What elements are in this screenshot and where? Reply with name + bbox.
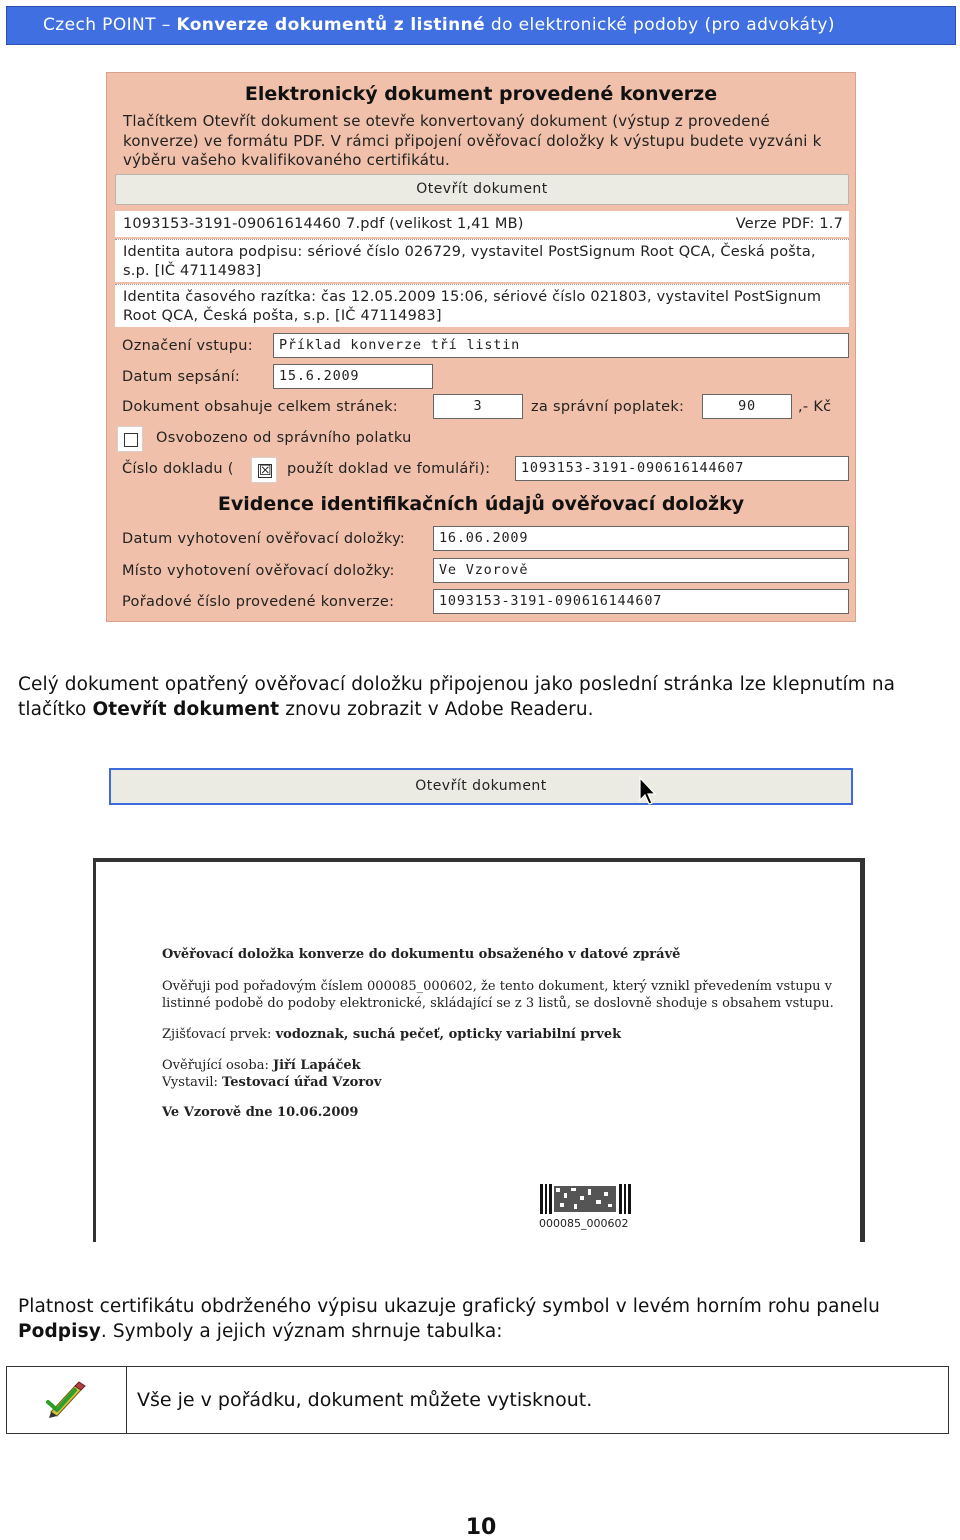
clause-date-label: Datum vyhotovení ověřovací doložky: — [122, 531, 406, 547]
issuer-label: Vystavil: — [162, 1075, 218, 1090]
header-title-bold: Konverze dokumentů z listinné — [176, 15, 486, 35]
paragraph1-text-a: Celý dokument opatřený ověřovací doložku připojenou jako poslední stránka lze klepnutím na tlačítko — [18, 674, 896, 720]
security-label: Zjišťovací prvek: — [162, 1027, 272, 1042]
date-label: Datum sepsání: — [122, 369, 241, 385]
date-field[interactable]: 15.6.2009 — [273, 364, 433, 389]
paragraph1-text-b: znovu zobrazit v Adobe Readeru. — [285, 699, 594, 720]
signature-valid-icon — [45, 1380, 89, 1420]
symbol-cell — [7, 1367, 127, 1433]
open-document-button-2[interactable]: Otevřít dokument — [109, 768, 853, 805]
exempt-label: Osvobozeno od správního polatku — [156, 430, 412, 446]
input-label: Označení vstupu: — [122, 338, 253, 354]
symbol-table — [6, 1366, 949, 1434]
pdf-version: Verze PDF: 1.7 — [735, 216, 843, 232]
file-info: 1093153-3191-09061614460 7.pdf (velikost 1,41 MB) — [123, 216, 524, 232]
conversion-form-panel — [106, 72, 856, 622]
mouse-cursor-icon — [638, 776, 658, 806]
barcode-number: 000085_000602 — [539, 1217, 629, 1230]
evidence-title: Evidence identifikačních údajů ověřovací doložky — [217, 493, 745, 515]
fee-unit: ,- Kč — [798, 399, 832, 415]
file-info-row — [115, 211, 849, 237]
clause-place-label: Místo vyhotovení ověřovací doložky: — [122, 563, 395, 579]
exempt-checkbox[interactable] — [117, 426, 143, 452]
clause-line1: Ověřuji pod pořadovým číslem 000085_000602, že tento dokument, který vznikl převedením vstupu v — [162, 979, 832, 994]
clause-date-field[interactable]: 16.06.2009 — [433, 526, 849, 551]
paragraph1-bold: Otevřít dokument — [92, 699, 280, 720]
open-document-button[interactable]: Otevřít dokument — [115, 174, 849, 205]
order-label: Pořadové číslo provedené konverze: — [122, 594, 395, 610]
page-number: 10 — [465, 1515, 497, 1540]
receipt-number-field[interactable]: 1093153-3191-090616144607 — [515, 456, 849, 481]
use-receipt-checkbox[interactable]: ☒ — [251, 457, 277, 483]
place-date: Ve Vzorově dne 10.06.2009 — [162, 1105, 359, 1120]
receipt-check-label: použít doklad ve fomuláři): — [287, 461, 491, 477]
paragraph2-bold: Podpisy — [18, 1321, 101, 1342]
header-title-rest: do elektronické podoby (pro advokáty) — [490, 15, 835, 35]
form-description: Tlačítkem Otevřít dokument se otevře konvertovaný dokument (výstup z provedené konverze) ve formátu PDF. V rámci připojení ověřovací doložky k výstupu budete vyzváni k výběru vašeho kvalifikovaného certifikátu. — [123, 112, 822, 169]
pages-label: Dokument obsahuje celkem stránek: — [122, 399, 398, 415]
clause-heading: Ověřovací doložka konverze do dokumentu obsaženého v datové zprávě — [162, 947, 681, 962]
receipt-label: Číslo dokladu ( — [122, 461, 234, 477]
clause-place-field[interactable]: Ve Vzorově — [433, 558, 849, 583]
input-designation-field[interactable]: Příklad konverze tří listin — [273, 333, 849, 358]
fee-field[interactable]: 90 — [702, 394, 792, 419]
form-title: Elektronický dokument provedené konverze — [244, 83, 718, 105]
person-label: Ověřující osoba: — [162, 1058, 269, 1073]
pages-field[interactable]: 3 — [433, 394, 523, 419]
timestamp-identity: Identita časového razítka: čas 12.05.2009 15:06, sériové číslo 021803, vystavitel PostSignum Root QCA, Česká pošta, s.p. [IČ 47114983] — [115, 284, 849, 327]
order-number-field[interactable]: 1093153-3191-090616144607 — [433, 589, 849, 614]
page-header — [6, 6, 956, 45]
symbol-description: Vše je v pořádku, dokument můžete vytisknout. — [137, 1389, 593, 1411]
paragraph2-text-a: Platnost certifikátu obdrženého výpisu ukazuje grafický symbol v levém horním rohu panelu — [18, 1296, 880, 1317]
paragraph-open-document — [18, 672, 948, 722]
header-prefix: Czech POINT – — [43, 15, 171, 35]
signature-identity: Identita autora podpisu: sériové číslo 026729, vystavitel PostSignum Root QCA, Česká pošta, s.p. [IČ 47114983] — [115, 239, 849, 282]
security-value: vodoznak, suchá pečeť, opticky variabilní prvek — [275, 1027, 622, 1042]
issuer-value: Testovací úřad Vzorov — [222, 1075, 382, 1090]
paragraph-certificate — [18, 1294, 938, 1344]
verification-clause-preview — [93, 858, 865, 1242]
paragraph2-text-b: . Symboly a jejich význam shrnuje tabulka: — [100, 1321, 503, 1342]
fee-label: za správní poplatek: — [531, 399, 685, 415]
person-value: Jiří Lapáček — [272, 1058, 361, 1073]
clause-line2: listinné podobě do podoby elektronické, skládající se z 3 listů, se doslovně shoduje s obsahem vstupu. — [162, 996, 834, 1011]
barcode-icon — [540, 1184, 632, 1214]
